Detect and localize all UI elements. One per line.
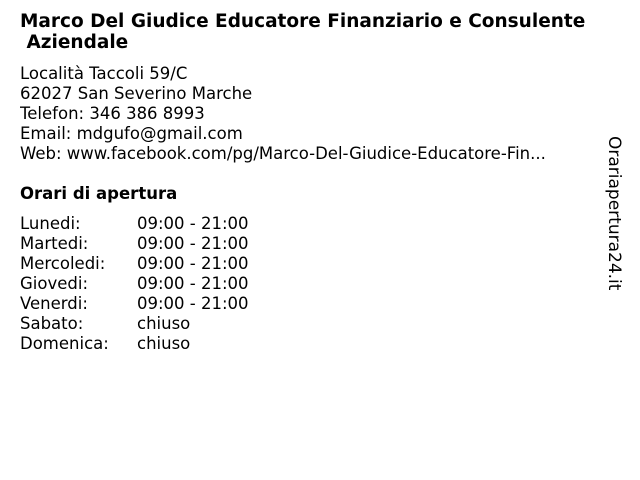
- day-hours: chiuso: [137, 334, 191, 353]
- day-hours: chiuso: [137, 314, 191, 333]
- address-city: 62027 San Severino Marche: [20, 84, 253, 103]
- day-hours: 09:00 - 21:00: [137, 294, 249, 313]
- business-name: Marco Del Giudice Educatore Finanziario e Consulente Aziendale: [20, 11, 586, 53]
- opening-hours-table: [20, 214, 249, 354]
- day-label: Venerdi:: [20, 294, 88, 313]
- day-label: Sabato:: [20, 314, 84, 333]
- hours-row-monday: [20, 214, 249, 234]
- day-hours: 09:00 - 21:00: [137, 254, 249, 273]
- day-label: Giovedi:: [20, 274, 88, 293]
- address-street: Località Taccoli 59/C: [20, 64, 188, 83]
- hours-row-sunday: [20, 334, 249, 354]
- phone-number[interactable]: Telefon: 346 386 8993: [20, 104, 205, 123]
- site-watermark: Orariapertura24.it: [604, 136, 624, 291]
- day-label: Martedi:: [20, 234, 89, 253]
- website-link[interactable]: Web: www.facebook.com/pg/Marco-Del-Giudice-Educatore-Fin...: [20, 144, 546, 163]
- email-address[interactable]: Email: mdgufo@gmail.com: [20, 124, 243, 143]
- day-label: Lunedi:: [20, 214, 81, 233]
- day-hours: 09:00 - 21:00: [137, 234, 249, 253]
- hours-row-wednesday: [20, 254, 249, 274]
- hours-row-saturday: [20, 314, 249, 334]
- hours-row-thursday: [20, 274, 249, 294]
- day-hours: 09:00 - 21:00: [137, 274, 249, 293]
- day-label: Mercoledi:: [20, 254, 106, 273]
- contact-info: [20, 64, 600, 164]
- day-hours: 09:00 - 21:00: [137, 214, 249, 233]
- day-label: Domenica:: [20, 334, 109, 353]
- hours-row-friday: [20, 294, 249, 314]
- hours-row-tuesday: [20, 234, 249, 254]
- opening-hours-heading: Orari di apertura: [20, 184, 178, 203]
